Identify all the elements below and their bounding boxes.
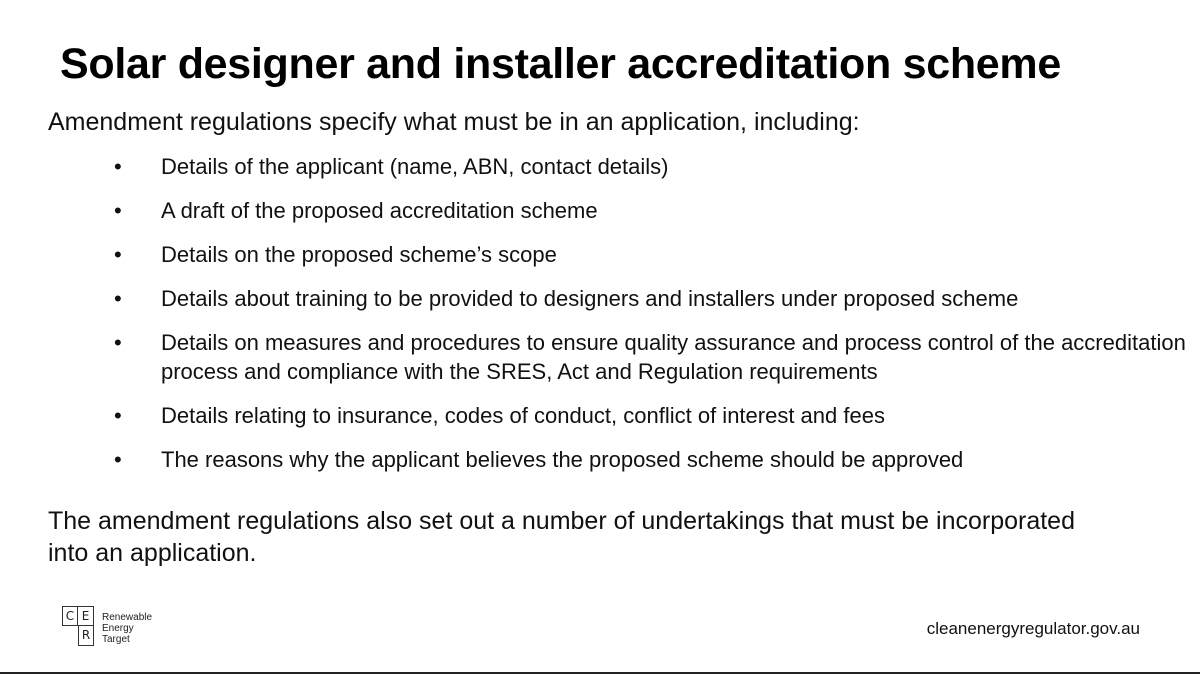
closing-text: The amendment regulations also set out a number of undertakings that must be incorporated into an application. bbox=[48, 507, 1075, 567]
bullet-icon: • bbox=[114, 286, 122, 311]
list-item-text: The reasons why the applicant believes the proposed scheme should be approved bbox=[161, 447, 964, 472]
logo-letter-e: E bbox=[78, 606, 94, 626]
list-item-text: Details on the proposed scheme’s scope bbox=[161, 242, 557, 267]
list-item bbox=[110, 240, 1190, 269]
bullet-icon: • bbox=[114, 154, 122, 179]
slide-title: Solar designer and installer accreditation scheme bbox=[60, 40, 1061, 88]
list-item-text: A draft of the proposed accreditation scheme bbox=[161, 198, 598, 223]
list-item bbox=[110, 401, 1190, 430]
logo-line: Renewable bbox=[102, 612, 153, 623]
list-item-text: Details relating to insurance, codes of conduct, conflict of interest and fees bbox=[161, 403, 885, 428]
list-item bbox=[110, 328, 1190, 386]
intro-text: Amendment regulations specify what must be in an application, including: bbox=[48, 108, 860, 136]
bullet-icon: • bbox=[114, 447, 122, 472]
logo-line: Energy bbox=[102, 623, 134, 634]
logo-letter-r: R bbox=[78, 626, 94, 646]
bullet-icon: • bbox=[114, 198, 122, 223]
list-item-text: Details of the applicant (name, ABN, contact details) bbox=[161, 154, 669, 179]
logo-letter-c: C bbox=[62, 606, 78, 626]
bullet-icon: • bbox=[114, 403, 122, 428]
footer-url: cleanenergyregulator.gov.au bbox=[926, 619, 1140, 638]
list-item-text: Details on measures and procedures to ensure quality assurance and process control of the accreditation process and compliance with the SRES, Act and Regulation requirements bbox=[161, 330, 1186, 384]
list-item bbox=[110, 445, 1190, 474]
list-item bbox=[110, 196, 1190, 225]
logo-wordmark bbox=[102, 606, 152, 645]
logo-line: Target bbox=[102, 634, 130, 645]
bullet-icon: • bbox=[114, 242, 122, 267]
list-item bbox=[110, 284, 1190, 313]
list-item bbox=[110, 152, 1190, 181]
logo-blank-cell bbox=[62, 626, 78, 646]
bullet-icon: • bbox=[114, 330, 122, 355]
cer-logo bbox=[62, 606, 152, 652]
list-item-text: Details about training to be provided to designers and installers under proposed scheme bbox=[161, 286, 1019, 311]
cer-logo-icon bbox=[62, 606, 94, 646]
bullet-list bbox=[110, 152, 1190, 489]
